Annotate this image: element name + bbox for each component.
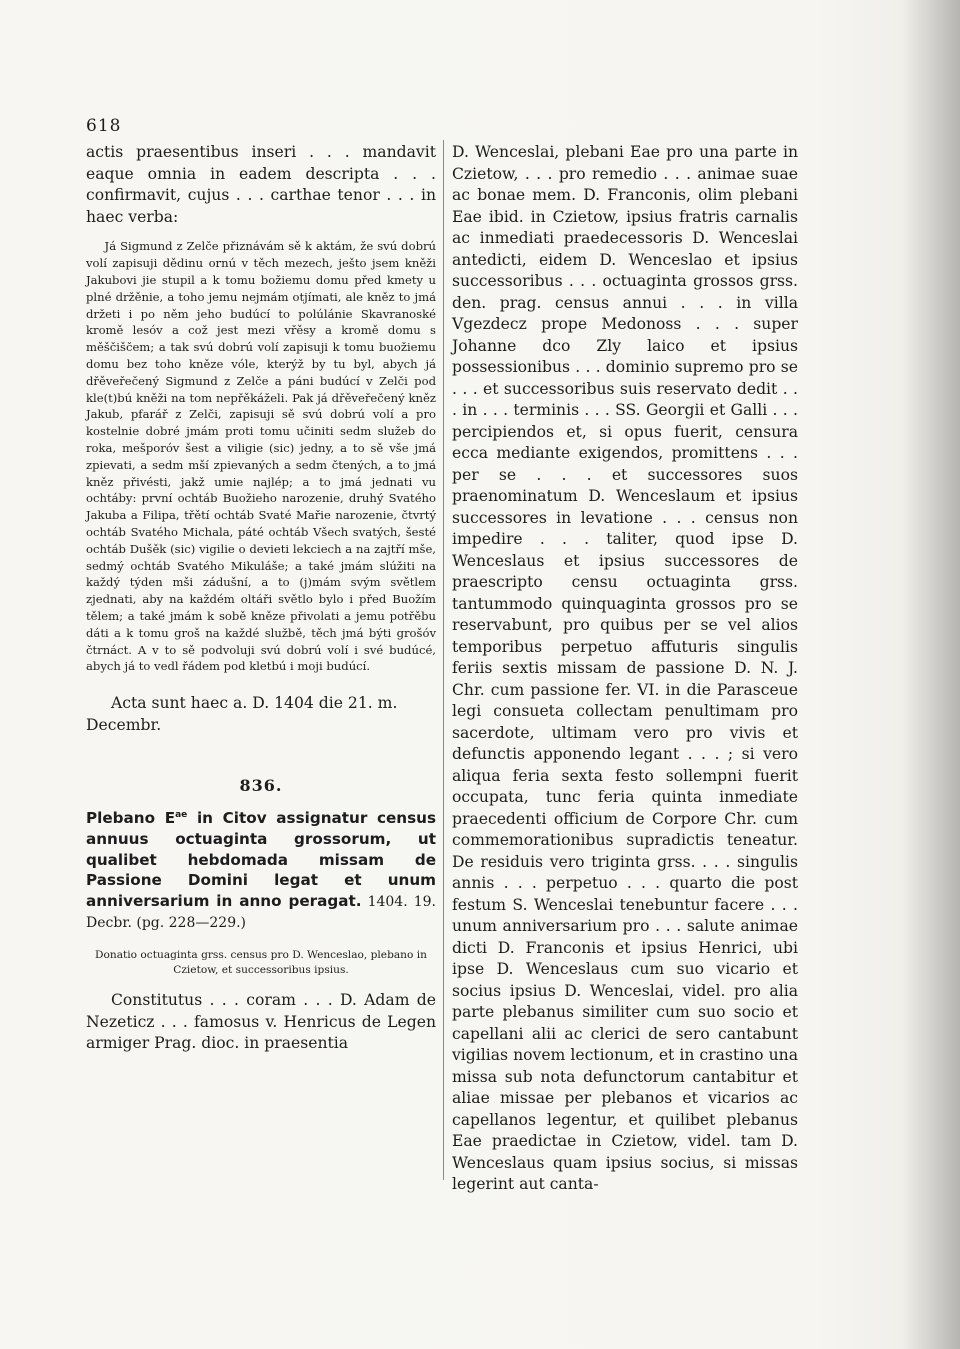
heading-part-a: Plebano E	[86, 809, 176, 828]
page-binding-shadow	[902, 0, 960, 1349]
column-divider	[443, 140, 444, 1180]
heading-date-reference: 1404. 19. Decbr. (pg. 228—229.)	[86, 893, 437, 932]
document-text-start: Constitutus . . . coram . . . D. Adam de Nezeticz . . . famosus v. Henricus de Legen armiger Prag. dioc. in praesentia	[86, 990, 436, 1053]
czech-charter-text: Já Sigmund z Zelče přiznávám sě k aktám, že svú dobrú volí zapisuji dědinu ornú v těch mezech, ješto jsem kněži Jakubovi jie stupil a k tomu božiemu domu před kmety u plné držěnie, a toho jemu nejmám otjímati, ale kněz to jmá držeti i po něm jeho budúcí to polúlánie Skavranoské kromě lesóv a což jest mezi vřěsy a kromě domu s měščiščem; a tak svú dobrú volí zapisuji k tomu buožiemu domu bez toho kněze vóle, kterýž by tu byl, abych já dřěveřečený Sigmund z Zelče a páni budúcí v Zelči pod kle(t)bú kněži na tom nepřěkáželi. Pak já dřěveřečený kněz Jakub, pfarář z Zelči, zapisuji sě svú dobrú volí a pro kostelnie dobré jmám proti tomu učiniti sedm služeb do roka, mešporóv šest a viligie (sic) jedny, a to sě vše jmá zpievati, a sedm mší zpievaných a sedm čtených, a to jmá kněz přivésti, jakž umie najlép; a to jmá jednati vu ochtáby: první ochtáb Buožieho narozenie, druhý Svatého Jakuba a Filipa, třětí ochtáb Svaté Mařie narozenie, čtvrtý ochtáb Svatého Michala, páté ochtáb Všech svatých, šesté ochtáb Dušěk (sic) vigilie o devieti lekciech a na zajtří mše, sedmý ochtáb Svatého Mikuláše; a také jmám slúžiti na každý týden mši zádušní, a to (j)mám svým světlem zjednati, aby na každém oltáři světlo bylo i před Buožím tělem; a také jmám k sobě kněze přivolati a jemu potřěbu dáti a k tomu groš na každé službě, těch jmá býti grošóv čtrnáct. A v to sě podvoluji svú dobrú volí i své budúcé, abych já to vedl řádem pod kletbú i moji budúcí.	[86, 239, 436, 674]
acta-date: Acta sunt haec a. D. 1404 die 21. m. Decembr.	[86, 694, 398, 734]
right-column	[452, 142, 798, 1196]
left-column	[86, 142, 436, 1055]
latin-intro: actis praesentibus inseri . . . mandavit eaque omnia in eadem descripta . . . confirmavit, cujus . . . carthae tenor . . . in haec verba:	[86, 143, 436, 226]
heading-part-b: in Citov assignatur census annuus octuaginta grossorum, ut qualibet hebdomada missam de Passione Domini legat et unum anniversarium in anno peragat.	[86, 809, 437, 910]
page-number: 618	[86, 116, 122, 136]
document-summary: Donatio octuaginta grss. census pro D. Wenceslao, plebano in Czietow, et successoribus ipsius.	[95, 948, 427, 976]
document-text-continued: D. Wenceslai, plebani Eae pro una parte in Czietow, . . . pro remedio . . . animae suae ac bonae mem. D. Franconis, olim plebani Eae ibid. in Czietow, ipsius fratris carnalis ac inmediati praedecessoris D. Wenceslai antedicti, eidem D. Wenceslao et ipsius successoribus . . . octuaginta grossos grss. den. prag. census annui . . . in villa Vgezdecz prope Medonoss . . . super Johanne dco Zly laico et ipsius possessionibus . . . dominio supremo pro se . . . et successoribus suis reservato dedit . . . in . . . terminis . . . SS. Georgii et Galli . . . percipiendos et, si opus fuerit, censura ecca mediante exigendos, promittens . . . per se . . . et successores suos praenominatum D. Wenceslaum et ipsius successores in levatione . . . census non impedire . . . taliter, quod ipse D. Wenceslaus et ipsius successores de praescripto censu octuaginta grss. tantummodo quinquaginta grossos pro se reservabunt, pro quibus per se vel alios temporibus perpetuo affuturis singulis feriis sextis missam de passione D. N. J. Chr. cum passione fer. VI. in die Parasceue legi consueta collectam penultimam pro sacerdote, ultimam vero pro vivis et defunctis apponendo legant . . . ; si vero aliqua feria sexta festo sollempni fuerit occupata, tunc feria quinta inmediate praecedenti officium de Corpore Chr. cum commemorationibus supradictis teneatur. De residuis vero triginta grss. . . . singulis annis . . . perpetuo . . . quarto die post festum S. Wenceslai tenebuntur facere . . . unum anniversarium pro . . . salute animae dicti D. Franconis et ipsius Henrici, ubi ipse D. Wenceslaus cum suo vicario et socius ipsius D. Wenceslai, videl. pro alia parte plebanus similiter cum suo socio et capellani alii ac clerici de sero cantabunt vigilias novem lectionum, et in crastino una missa sub nota defunctorum cantabitur et aliae missae per plebanos et vicarios ac capellanos legentur, et quilibet plebanus Eae praedictae in Czietow, videl. tam D. Wenceslaus quam ipsius socius, si missas legerint aut canta-	[452, 143, 798, 1193]
document-number: 836.	[239, 776, 283, 796]
document-heading	[86, 805, 436, 934]
heading-superscript: ae	[175, 810, 188, 821]
